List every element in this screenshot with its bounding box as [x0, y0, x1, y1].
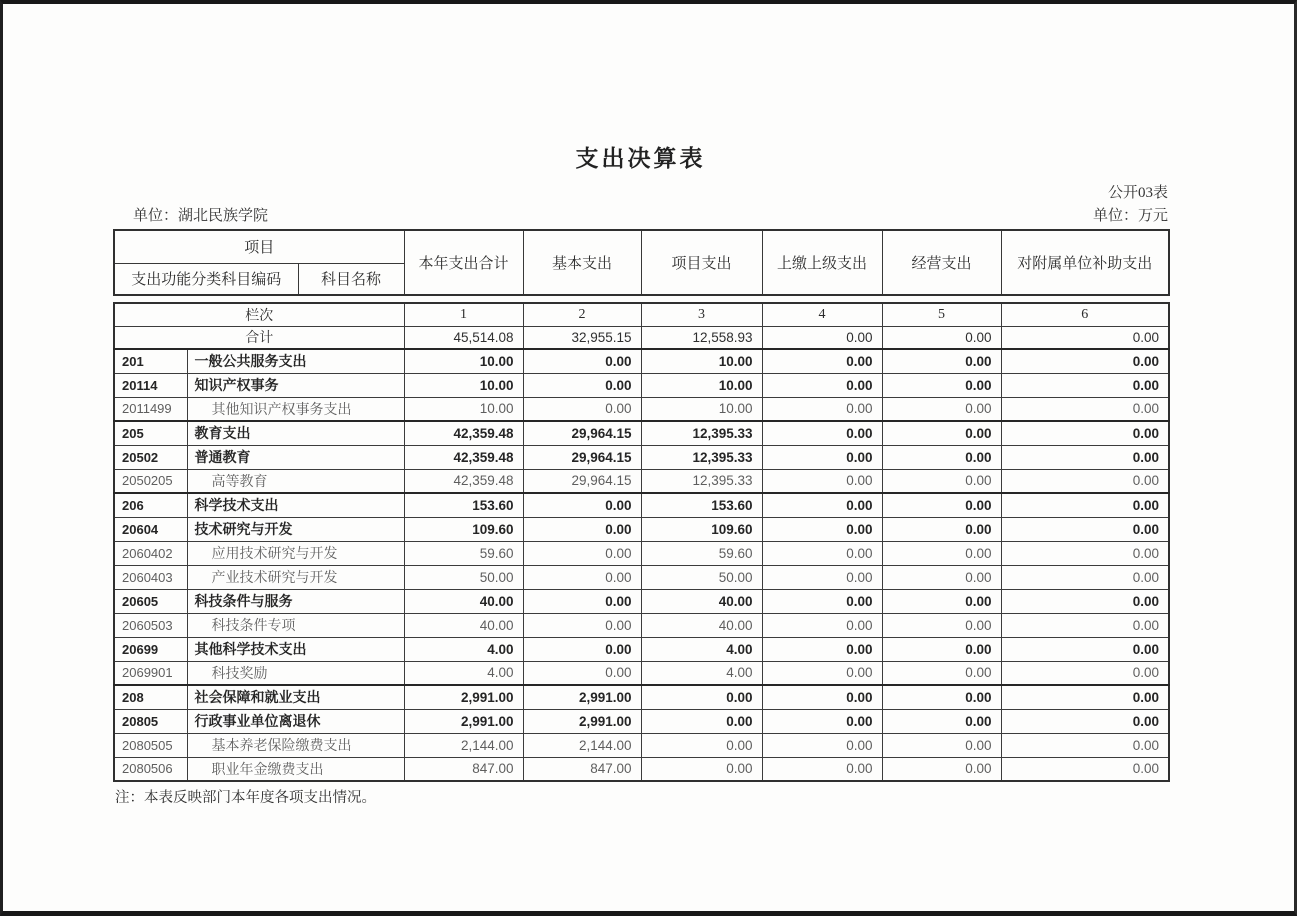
column-index-number: 3	[641, 303, 762, 326]
row-code-cell: 2011499	[114, 397, 187, 421]
row-value-cell: 0.00	[523, 589, 641, 613]
header-metric-column: 经营支出	[882, 230, 1001, 295]
row-value-cell: 59.60	[404, 541, 523, 565]
column-index-number: 1	[404, 303, 523, 326]
table-row	[114, 373, 1169, 397]
row-value-cell: 0.00	[523, 661, 641, 685]
row-value-cell: 0.00	[762, 349, 882, 373]
row-value-cell: 29,964.15	[523, 469, 641, 493]
row-value-cell: 0.00	[762, 493, 882, 517]
row-code-cell: 2060403	[114, 565, 187, 589]
row-value-cell: 59.60	[641, 541, 762, 565]
row-value-cell: 0.00	[882, 445, 1001, 469]
row-value-cell: 0.00	[1001, 565, 1169, 589]
row-value-cell: 0.00	[762, 637, 882, 661]
row-value-cell: 0.00	[1001, 445, 1169, 469]
row-name-cell: 其他知识产权事务支出	[187, 397, 404, 421]
row-code-cell: 2069901	[114, 661, 187, 685]
row-name-cell: 一般公共服务支出	[187, 349, 404, 373]
row-value-cell: 0.00	[523, 397, 641, 421]
row-value-cell: 0.00	[1001, 589, 1169, 613]
row-value-cell: 4.00	[404, 637, 523, 661]
row-value-cell: 0.00	[882, 541, 1001, 565]
row-code-cell: 20699	[114, 637, 187, 661]
row-value-cell: 0.00	[1001, 661, 1169, 685]
form-number-label: 公开03表	[1107, 185, 1168, 201]
row-value-cell: 2,991.00	[404, 685, 523, 709]
row-code-cell: 20502	[114, 445, 187, 469]
row-value-cell: 0.00	[1001, 469, 1169, 493]
row-value-cell: 0.00	[762, 733, 882, 757]
row-value-cell: 0.00	[523, 517, 641, 541]
row-value-cell: 0.00	[1001, 541, 1169, 565]
row-value-cell: 2,144.00	[404, 733, 523, 757]
row-value-cell: 0.00	[882, 685, 1001, 709]
header-metric-column: 本年支出合计	[404, 230, 523, 295]
row-value-cell: 0.00	[762, 685, 882, 709]
row-value-cell: 2,991.00	[523, 709, 641, 733]
unit-name-label: 单位：湖北民族学院	[133, 208, 269, 224]
total-value-cell: 0.00	[882, 326, 1001, 349]
row-value-cell: 0.00	[641, 733, 762, 757]
row-value-cell: 0.00	[762, 445, 882, 469]
row-value-cell: 0.00	[1001, 397, 1169, 421]
row-value-cell: 0.00	[882, 661, 1001, 685]
row-name-cell: 应用技术研究与开发	[187, 541, 404, 565]
row-value-cell: 0.00	[762, 541, 882, 565]
row-name-cell: 高等教育	[187, 469, 404, 493]
row-value-cell: 2,991.00	[523, 685, 641, 709]
unit-measure-label: 单位：万元	[1092, 208, 1168, 224]
row-value-cell: 2,144.00	[523, 733, 641, 757]
row-code-cell: 205	[114, 421, 187, 445]
column-index-number: 6	[1001, 303, 1169, 326]
row-value-cell: 0.00	[762, 589, 882, 613]
row-value-cell: 12,395.33	[641, 421, 762, 445]
row-value-cell: 0.00	[1001, 685, 1169, 709]
row-value-cell: 0.00	[1001, 349, 1169, 373]
row-code-cell: 20604	[114, 517, 187, 541]
total-label: 合计	[114, 326, 404, 349]
expenditure-table	[113, 229, 1168, 782]
row-value-cell: 847.00	[523, 757, 641, 781]
total-value-cell: 32,955.15	[523, 326, 641, 349]
row-value-cell: 40.00	[404, 589, 523, 613]
row-code-cell: 2080505	[114, 733, 187, 757]
header-subject-name: 科目名称	[298, 263, 404, 295]
row-value-cell: 10.00	[404, 349, 523, 373]
row-value-cell: 0.00	[1001, 637, 1169, 661]
row-value-cell: 0.00	[1001, 757, 1169, 781]
row-value-cell: 847.00	[404, 757, 523, 781]
row-value-cell: 50.00	[404, 565, 523, 589]
row-value-cell: 0.00	[762, 517, 882, 541]
row-value-cell: 0.00	[1001, 493, 1169, 517]
row-value-cell: 29,964.15	[523, 421, 641, 445]
table-row	[114, 469, 1169, 493]
row-value-cell: 0.00	[762, 565, 882, 589]
row-name-cell: 职业年金缴费支出	[187, 757, 404, 781]
row-value-cell: 0.00	[1001, 709, 1169, 733]
table-row	[114, 397, 1169, 421]
row-value-cell: 0.00	[1001, 373, 1169, 397]
row-value-cell: 40.00	[404, 613, 523, 637]
row-code-cell: 20605	[114, 589, 187, 613]
page-title: 支出决算表	[575, 146, 706, 171]
row-name-cell: 科技条件专项	[187, 613, 404, 637]
row-value-cell: 10.00	[641, 373, 762, 397]
row-name-cell: 技术研究与开发	[187, 517, 404, 541]
table-row	[114, 757, 1169, 781]
header-metric-column: 项目支出	[641, 230, 762, 295]
row-code-cell: 20114	[114, 373, 187, 397]
row-value-cell: 0.00	[882, 493, 1001, 517]
row-value-cell: 12,395.33	[641, 469, 762, 493]
row-value-cell: 0.00	[641, 709, 762, 733]
row-value-cell: 4.00	[641, 637, 762, 661]
row-value-cell: 10.00	[404, 373, 523, 397]
table-row	[114, 349, 1169, 373]
row-value-cell: 0.00	[523, 637, 641, 661]
row-value-cell: 0.00	[882, 469, 1001, 493]
row-value-cell: 153.60	[404, 493, 523, 517]
row-name-cell: 产业技术研究与开发	[187, 565, 404, 589]
row-value-cell: 0.00	[882, 757, 1001, 781]
row-value-cell: 0.00	[523, 613, 641, 637]
column-index-row	[114, 303, 1169, 326]
row-code-cell: 208	[114, 685, 187, 709]
row-value-cell: 0.00	[762, 661, 882, 685]
row-value-cell: 0.00	[641, 757, 762, 781]
row-value-cell: 12,395.33	[641, 445, 762, 469]
row-value-cell: 42,359.48	[404, 469, 523, 493]
header-project: 项目	[114, 230, 404, 263]
row-name-cell: 教育支出	[187, 421, 404, 445]
table-row	[114, 445, 1169, 469]
row-value-cell: 4.00	[404, 661, 523, 685]
total-value-cell: 12,558.93	[641, 326, 762, 349]
column-index-number: 2	[523, 303, 641, 326]
row-value-cell: 0.00	[1001, 613, 1169, 637]
row-name-cell: 科学技术支出	[187, 493, 404, 517]
table-row	[114, 613, 1169, 637]
table-row	[114, 733, 1169, 757]
row-value-cell: 0.00	[882, 613, 1001, 637]
row-value-cell: 0.00	[523, 349, 641, 373]
row-value-cell: 0.00	[523, 565, 641, 589]
row-value-cell: 40.00	[641, 613, 762, 637]
row-value-cell: 0.00	[762, 373, 882, 397]
row-value-cell: 0.00	[882, 517, 1001, 541]
row-code-cell: 2060503	[114, 613, 187, 637]
header-row-project	[114, 230, 1169, 263]
row-value-cell: 0.00	[762, 469, 882, 493]
header-metric-column: 上缴上级支出	[762, 230, 882, 295]
row-value-cell: 0.00	[1001, 517, 1169, 541]
row-value-cell: 42,359.48	[404, 445, 523, 469]
total-value-cell: 45,514.08	[404, 326, 523, 349]
footnote: 注：本表反映部门本年度各项支出情况。	[115, 790, 376, 806]
row-value-cell: 0.00	[882, 397, 1001, 421]
row-value-cell: 0.00	[523, 541, 641, 565]
table-row	[114, 637, 1169, 661]
table-row	[114, 685, 1169, 709]
total-value-cell: 0.00	[1001, 326, 1169, 349]
row-value-cell: 10.00	[404, 397, 523, 421]
row-value-cell: 0.00	[641, 685, 762, 709]
row-value-cell: 50.00	[641, 565, 762, 589]
row-value-cell: 0.00	[523, 493, 641, 517]
row-code-cell: 201	[114, 349, 187, 373]
row-value-cell: 10.00	[641, 397, 762, 421]
row-name-cell: 知识产权事务	[187, 373, 404, 397]
table-row	[114, 517, 1169, 541]
row-value-cell: 0.00	[882, 349, 1001, 373]
table-header	[113, 229, 1170, 296]
row-value-cell: 0.00	[1001, 733, 1169, 757]
row-code-cell: 20805	[114, 709, 187, 733]
row-value-cell: 0.00	[882, 709, 1001, 733]
table-row	[114, 541, 1169, 565]
row-value-cell: 0.00	[882, 733, 1001, 757]
row-value-cell: 0.00	[882, 589, 1001, 613]
row-name-cell: 社会保障和就业支出	[187, 685, 404, 709]
row-value-cell: 0.00	[762, 397, 882, 421]
row-value-cell: 29,964.15	[523, 445, 641, 469]
row-code-cell: 2080506	[114, 757, 187, 781]
row-value-cell: 0.00	[882, 565, 1001, 589]
row-value-cell: 0.00	[523, 373, 641, 397]
row-value-cell: 0.00	[882, 421, 1001, 445]
table-row	[114, 709, 1169, 733]
row-code-cell: 206	[114, 493, 187, 517]
table-body	[113, 302, 1170, 782]
column-index-label: 栏次	[114, 303, 404, 326]
row-code-cell: 2060402	[114, 541, 187, 565]
header-code: 支出功能分类科目编码	[114, 263, 298, 295]
row-value-cell: 4.00	[641, 661, 762, 685]
row-value-cell: 0.00	[762, 757, 882, 781]
row-code-cell: 2050205	[114, 469, 187, 493]
table-row	[114, 661, 1169, 685]
row-value-cell: 2,991.00	[404, 709, 523, 733]
row-value-cell: 0.00	[762, 709, 882, 733]
table-row	[114, 421, 1169, 445]
header-metric-column: 对附属单位补助支出	[1001, 230, 1169, 295]
total-value-cell: 0.00	[762, 326, 882, 349]
total-row	[114, 326, 1169, 349]
row-name-cell: 其他科学技术支出	[187, 637, 404, 661]
column-index-number: 4	[762, 303, 882, 326]
table-row	[114, 565, 1169, 589]
row-value-cell: 0.00	[762, 613, 882, 637]
row-name-cell: 科技奖励	[187, 661, 404, 685]
row-name-cell: 行政事业单位离退休	[187, 709, 404, 733]
table-row	[114, 589, 1169, 613]
row-value-cell: 42,359.48	[404, 421, 523, 445]
row-value-cell: 109.60	[641, 517, 762, 541]
row-value-cell: 0.00	[882, 637, 1001, 661]
row-value-cell: 40.00	[641, 589, 762, 613]
table-row	[114, 493, 1169, 517]
row-value-cell: 153.60	[641, 493, 762, 517]
row-name-cell: 基本养老保险缴费支出	[187, 733, 404, 757]
row-name-cell: 科技条件与服务	[187, 589, 404, 613]
row-value-cell: 0.00	[762, 421, 882, 445]
row-value-cell: 10.00	[641, 349, 762, 373]
column-index-number: 5	[882, 303, 1001, 326]
header-metric-column: 基本支出	[523, 230, 641, 295]
row-value-cell: 0.00	[1001, 421, 1169, 445]
row-value-cell: 0.00	[882, 373, 1001, 397]
row-name-cell: 普通教育	[187, 445, 404, 469]
row-value-cell: 109.60	[404, 517, 523, 541]
